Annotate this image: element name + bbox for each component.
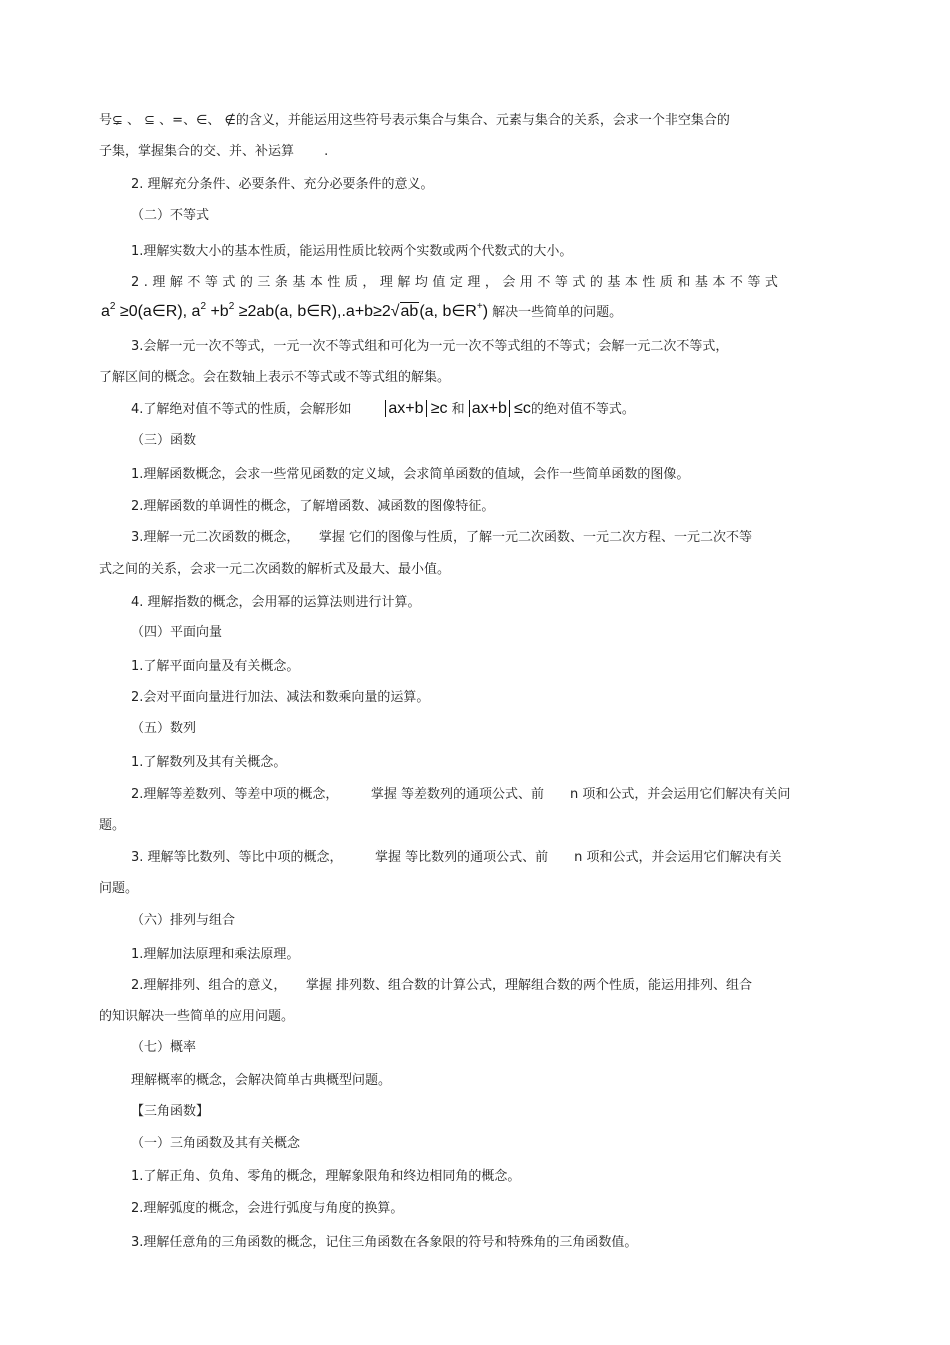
text-line: 2.理解函数的单调性的概念，了解增函数、减函数的图像特征。 xyxy=(131,499,495,514)
text-line: 1.理解加法原理和乘法原理。 xyxy=(131,947,300,962)
text-line: 4. 理解指数的概念，会用幂的运算法则进行计算。 xyxy=(131,595,421,610)
section-heading: （七）概率 xyxy=(131,1040,197,1055)
math-line: $a^2$ ≥0(a∈R), $a^2 +b^2 \ge 2ab(a$, b∈R),.a+b≥2√ab(a, b∈R+) 解决一些简单的问题。 xyxy=(101,301,623,320)
text-line: 2.理解等差数列、等差中项的概念， 掌握 等差数列的通项公式、前 n 项和公式，并会运用它们解决有关问 xyxy=(131,787,791,802)
text-line: 1.了解数列及其有关概念。 xyxy=(131,755,287,770)
text-line: 1.了解平面向量及有关概念。 xyxy=(131,659,300,674)
text-line: 1.理解实数大小的基本性质，能运用性质比较两个实数或两个代数式的大小。 xyxy=(131,244,573,259)
section-heading: （三）函数 xyxy=(131,433,197,448)
section-heading: （六）排列与组合 xyxy=(131,913,236,928)
text-line: 问题。 xyxy=(99,881,139,896)
text-line: 1.了解正角、负角、零角的概念，理解象限角和终边相同角的概念。 xyxy=(131,1169,521,1184)
text-line: 3.理解一元二次函数的概念， 掌握 它们的图像与性质，了解一元二次函数、一元二次方程、一元二次不等 xyxy=(131,530,753,545)
section-heading: （二）不等式 xyxy=(131,208,210,223)
text-line: 3.会解一元一次不等式，一元一次不等式组和可化为一元一次不等式组的不等式；会解一元二次不等式， xyxy=(131,339,729,354)
text-line: 2. 理解充分条件、必要条件、充分必要条件的意义。 xyxy=(131,177,434,192)
text-line: 的知识解决一些简单的应用问题。 xyxy=(99,1009,295,1024)
text-line: 理解概率的概念，会解决简单古典概型问题。 xyxy=(131,1073,392,1088)
sqrt-symbol: √ xyxy=(390,303,400,320)
text-line: 2.会对平面向量进行加法、减法和数乘向量的运算。 xyxy=(131,690,430,705)
text-line: 2.理解不等式的三条基本性质，理解均值定理，会用不等式的基本性质和基本不等式 xyxy=(131,275,783,290)
text-line: 1.理解函数概念，会求一些常见函数的定义域，会求简单函数的值域，会作一些简单函数的图像。 xyxy=(131,467,690,482)
section-heading: （五）数列 xyxy=(131,721,197,736)
math-line: 4.了解绝对值不等式的性质，会解形如 ax+b ≥c 和 ax+b ≤c的绝对值不等式。 xyxy=(131,400,635,417)
text-line: 式之间的关系，会求一元二次函数的解析式及最大、最小值。 xyxy=(99,562,451,577)
text-line: 2.理解弧度的概念，会进行弧度与角度的换算。 xyxy=(131,1201,404,1216)
abs-expression: ax+b xyxy=(469,400,510,417)
text-line: 3.理解任意角的三角函数的概念，记住三角函数在各象限的符号和特殊角的三角函数值。 xyxy=(131,1235,638,1250)
section-heading: （四）平面向量 xyxy=(131,625,223,640)
text-line: 2.理解排列、组合的意义， 掌握 排列数、组合数的计算公式，理解组合数的两个性质，能运用排列、组合 xyxy=(131,978,753,993)
section-heading: 【三角函数】 xyxy=(131,1104,210,1119)
text-line: 3. 理解等比数列、等比中项的概念， 掌握 等比数列的通项公式、前 n 项和公式，并会运用它们解决有关 xyxy=(131,850,782,865)
text-line: 了解区间的概念。会在数轴上表示不等式或不等式组的解集。 xyxy=(99,370,451,385)
section-heading: （一）三角函数及其有关概念 xyxy=(131,1136,301,1151)
text-line: 题。 xyxy=(99,818,126,833)
abs-expression: ax+b xyxy=(385,400,426,417)
text-line: 号⊊ 、 ⊆ 、=、∈、 ∉的含义，并能运用这些符号表示集合与集合、元素与集合的关系，会求一个非空集合的 xyxy=(99,113,730,128)
formula: $a^2$ ≥0(a∈R), $a^2 +b^2 \ge 2ab(a$, b∈R),.a+b≥2√ab(a, b∈R+) xyxy=(101,301,489,320)
text-line: 子集，掌握集合的交、并、补运算 . xyxy=(99,144,329,159)
